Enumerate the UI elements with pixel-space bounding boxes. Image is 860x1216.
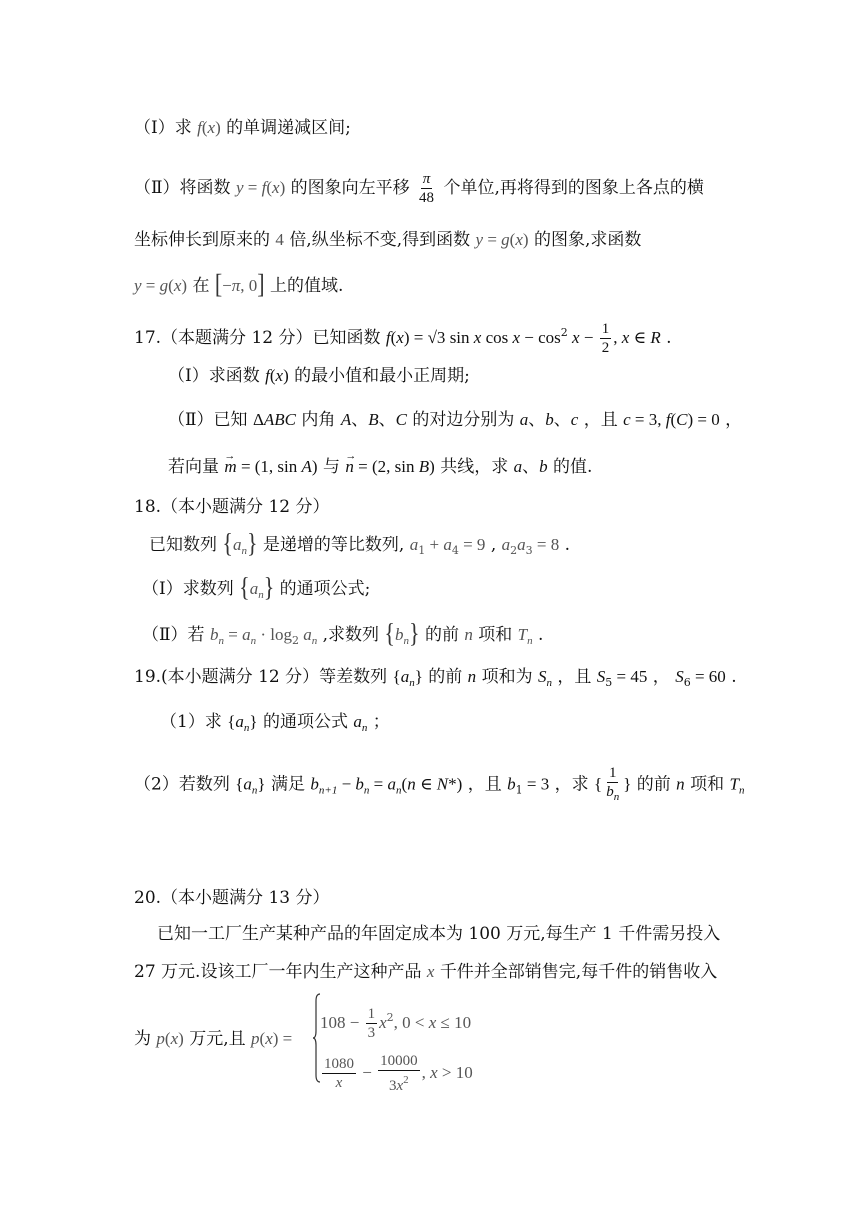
text: ,求数列 <box>322 625 380 645</box>
text: 已知一工厂生产某种产品的年固定成本为 100 万元,每生产 1 千件需另投入 <box>157 924 721 944</box>
text: 27 万元.设该工厂一年内生产这种产品 <box>134 962 422 982</box>
text: 是递增的等比数列, <box>262 535 405 555</box>
question-20-stem-2: 27 万元.设该工厂一年内生产这种产品 x 千件并全部销售完,每千件的销售收入 <box>134 962 718 982</box>
text: 18.（本小题满分 12 分） <box>134 497 330 517</box>
text: 20.（本小题满分 13 分） <box>134 888 330 908</box>
text: 的值. <box>553 457 593 477</box>
text: 项和 <box>478 625 513 645</box>
text: 的单调递减区间; <box>226 118 351 138</box>
text: . <box>538 625 544 645</box>
text: 的通项公式; <box>279 579 371 599</box>
text: ，且 <box>467 774 502 795</box>
text: , <box>490 535 497 555</box>
text: 上的值域. <box>270 276 344 296</box>
question-17-part-1: （Ⅰ）求函数 f(x) 的最小值和最小正周期; <box>168 366 470 386</box>
text: 千件并全部销售完,每千件的销售收入 <box>439 962 718 982</box>
question-18-stem: 已知数列 $\{a_n\}$ 是递增的等比数列, $a_1 + a_4 = 9$ , $a_2a_3 = 8$ . <box>149 526 571 558</box>
text: ，且 <box>583 410 618 430</box>
text: 万元,且 <box>189 1029 246 1049</box>
question-20-stem-1 <box>157 922 720 946</box>
text: 内角 <box>301 410 336 430</box>
text: 个单位,再将得到的图象上各点的横 <box>443 178 704 198</box>
text: 的图象,求函数 <box>533 230 642 250</box>
question-18-part-2: （Ⅱ）若 $b_n = a_n \cdot \log_2 a_n$ ,求数列 $\{b_n\}$ 的前 n 项和 $T_n$ . <box>142 616 544 648</box>
text: . <box>564 535 571 555</box>
text: 共线，求 <box>440 457 509 477</box>
text: ，求 <box>554 774 589 795</box>
text: （Ⅱ）已知 <box>168 410 248 430</box>
text: ； <box>372 712 390 732</box>
question-19-part-1: （1）求 $\{a_n\}$ 的通项公式 $a_n$ ； <box>160 712 390 734</box>
piecewise-case-1: 108 − $\frac{1}{3}$ $x^2$, 0 < x ≤ 10 <box>320 1006 472 1041</box>
text: 的前 <box>424 625 459 645</box>
question-20-stem-3: 为 p(x) 万元,且 p(x) = <box>134 1029 293 1049</box>
text: （Ⅰ）求数列 <box>142 579 234 599</box>
question-20 <box>134 886 329 910</box>
part-2-line-2: 坐标伸长到原来的 4 倍,纵坐标不变,得到函数 y = g(x) 的图象,求函数 <box>134 230 642 250</box>
text: 倍,纵坐标不变,得到函数 <box>289 230 471 250</box>
text: （Ⅱ）若 <box>142 625 205 645</box>
text: ，且 <box>557 667 592 687</box>
question-17-part-2: （Ⅱ）已知 ΔABC 内角 A、B、C 的对边分别为 a、b、c ，且 c = 3, f(C) = 0 ， <box>168 410 743 430</box>
text: . <box>666 328 672 348</box>
text: 19.(本小题满分 12 分）等差数列 <box>134 667 388 687</box>
part-1-line: （Ⅰ）求 f(x) 的单调递减区间; <box>134 118 351 138</box>
text: 若向量 <box>168 457 219 477</box>
text: 项和 <box>690 774 725 795</box>
text: （2）若数列 <box>134 774 230 795</box>
question-18 <box>134 495 329 519</box>
text: 与 <box>323 457 340 477</box>
text: 的图象向左平移 <box>290 178 410 198</box>
text: 的对边分别为 <box>412 410 515 430</box>
text: 为 <box>134 1029 151 1049</box>
question-18-part-1: （Ⅰ）求数列 $\{a_n\}$ 的通项公式; <box>142 570 371 602</box>
text: 的前 <box>428 667 463 687</box>
text: 已知数列 <box>149 535 217 555</box>
text: 项和为 <box>481 667 533 687</box>
text: （Ⅰ）求函数 <box>168 366 260 386</box>
part-2-line: （Ⅱ）将函数 y = f(x) 的图象向左平移 $\frac{\pi}{48}$ 个单位,再将得到的图象上各点的横 <box>134 171 704 206</box>
text: 17.（本题满分 12 分）已知函数 <box>134 328 381 348</box>
part-2-line-3: y = g(x) 在 [−π, 0] 上的值域. <box>134 267 344 299</box>
text: 的最小值和最小正周期; <box>294 366 470 386</box>
text: （Ⅱ）将函数 <box>134 178 231 198</box>
question-17-part-2-line-2: 若向量 → m = (1, sin A) 与 → n = (2, sin B) 共线，求 a、b 的值. <box>168 455 592 479</box>
text: 满足 <box>270 774 305 795</box>
question-19: 19.(本小题满分 12 分）等差数列 $\{a_n\}$ 的前 n 项和为 $S_n$ ，且 $S_5 = 45$ ， $S_6 = 60$ . <box>134 667 737 689</box>
text: 坐标伸长到原来的 <box>134 230 270 250</box>
text: ， <box>652 667 670 687</box>
text: . <box>731 667 737 687</box>
math-fx: f <box>197 118 202 137</box>
number: 4 <box>275 230 284 249</box>
text: ， <box>725 410 743 430</box>
text: （1）求 <box>160 712 222 732</box>
question-19-part-2: （2）若数列 $\{a_n\}$ 满足 $b_{n+1} - b_n = a_n(n$ ∈ N*) ，且 $b_1 = 3$ ，求 { $\frac{1}{b_n}$ } 的前 n 项和 $T_n$ <box>134 765 745 803</box>
fraction-pi-48: $\frac{\pi}{48}$ <box>419 171 435 206</box>
text: 的通项公式 <box>262 712 348 732</box>
text: （Ⅰ）求 <box>134 118 192 138</box>
piecewise-case-2: $\frac{1080}{x}$ − $\frac{10000}{3x^2}$ , x > 10 <box>324 1053 473 1094</box>
text: 的前 <box>636 774 671 795</box>
question-17: 17.（本题满分 12 分）已知函数 f(x) = √3 sin x $\cos x - \cos^2 x$ − $\frac{1}{2}$ , x ∈ R . <box>134 321 672 356</box>
text: 在 <box>192 276 210 296</box>
